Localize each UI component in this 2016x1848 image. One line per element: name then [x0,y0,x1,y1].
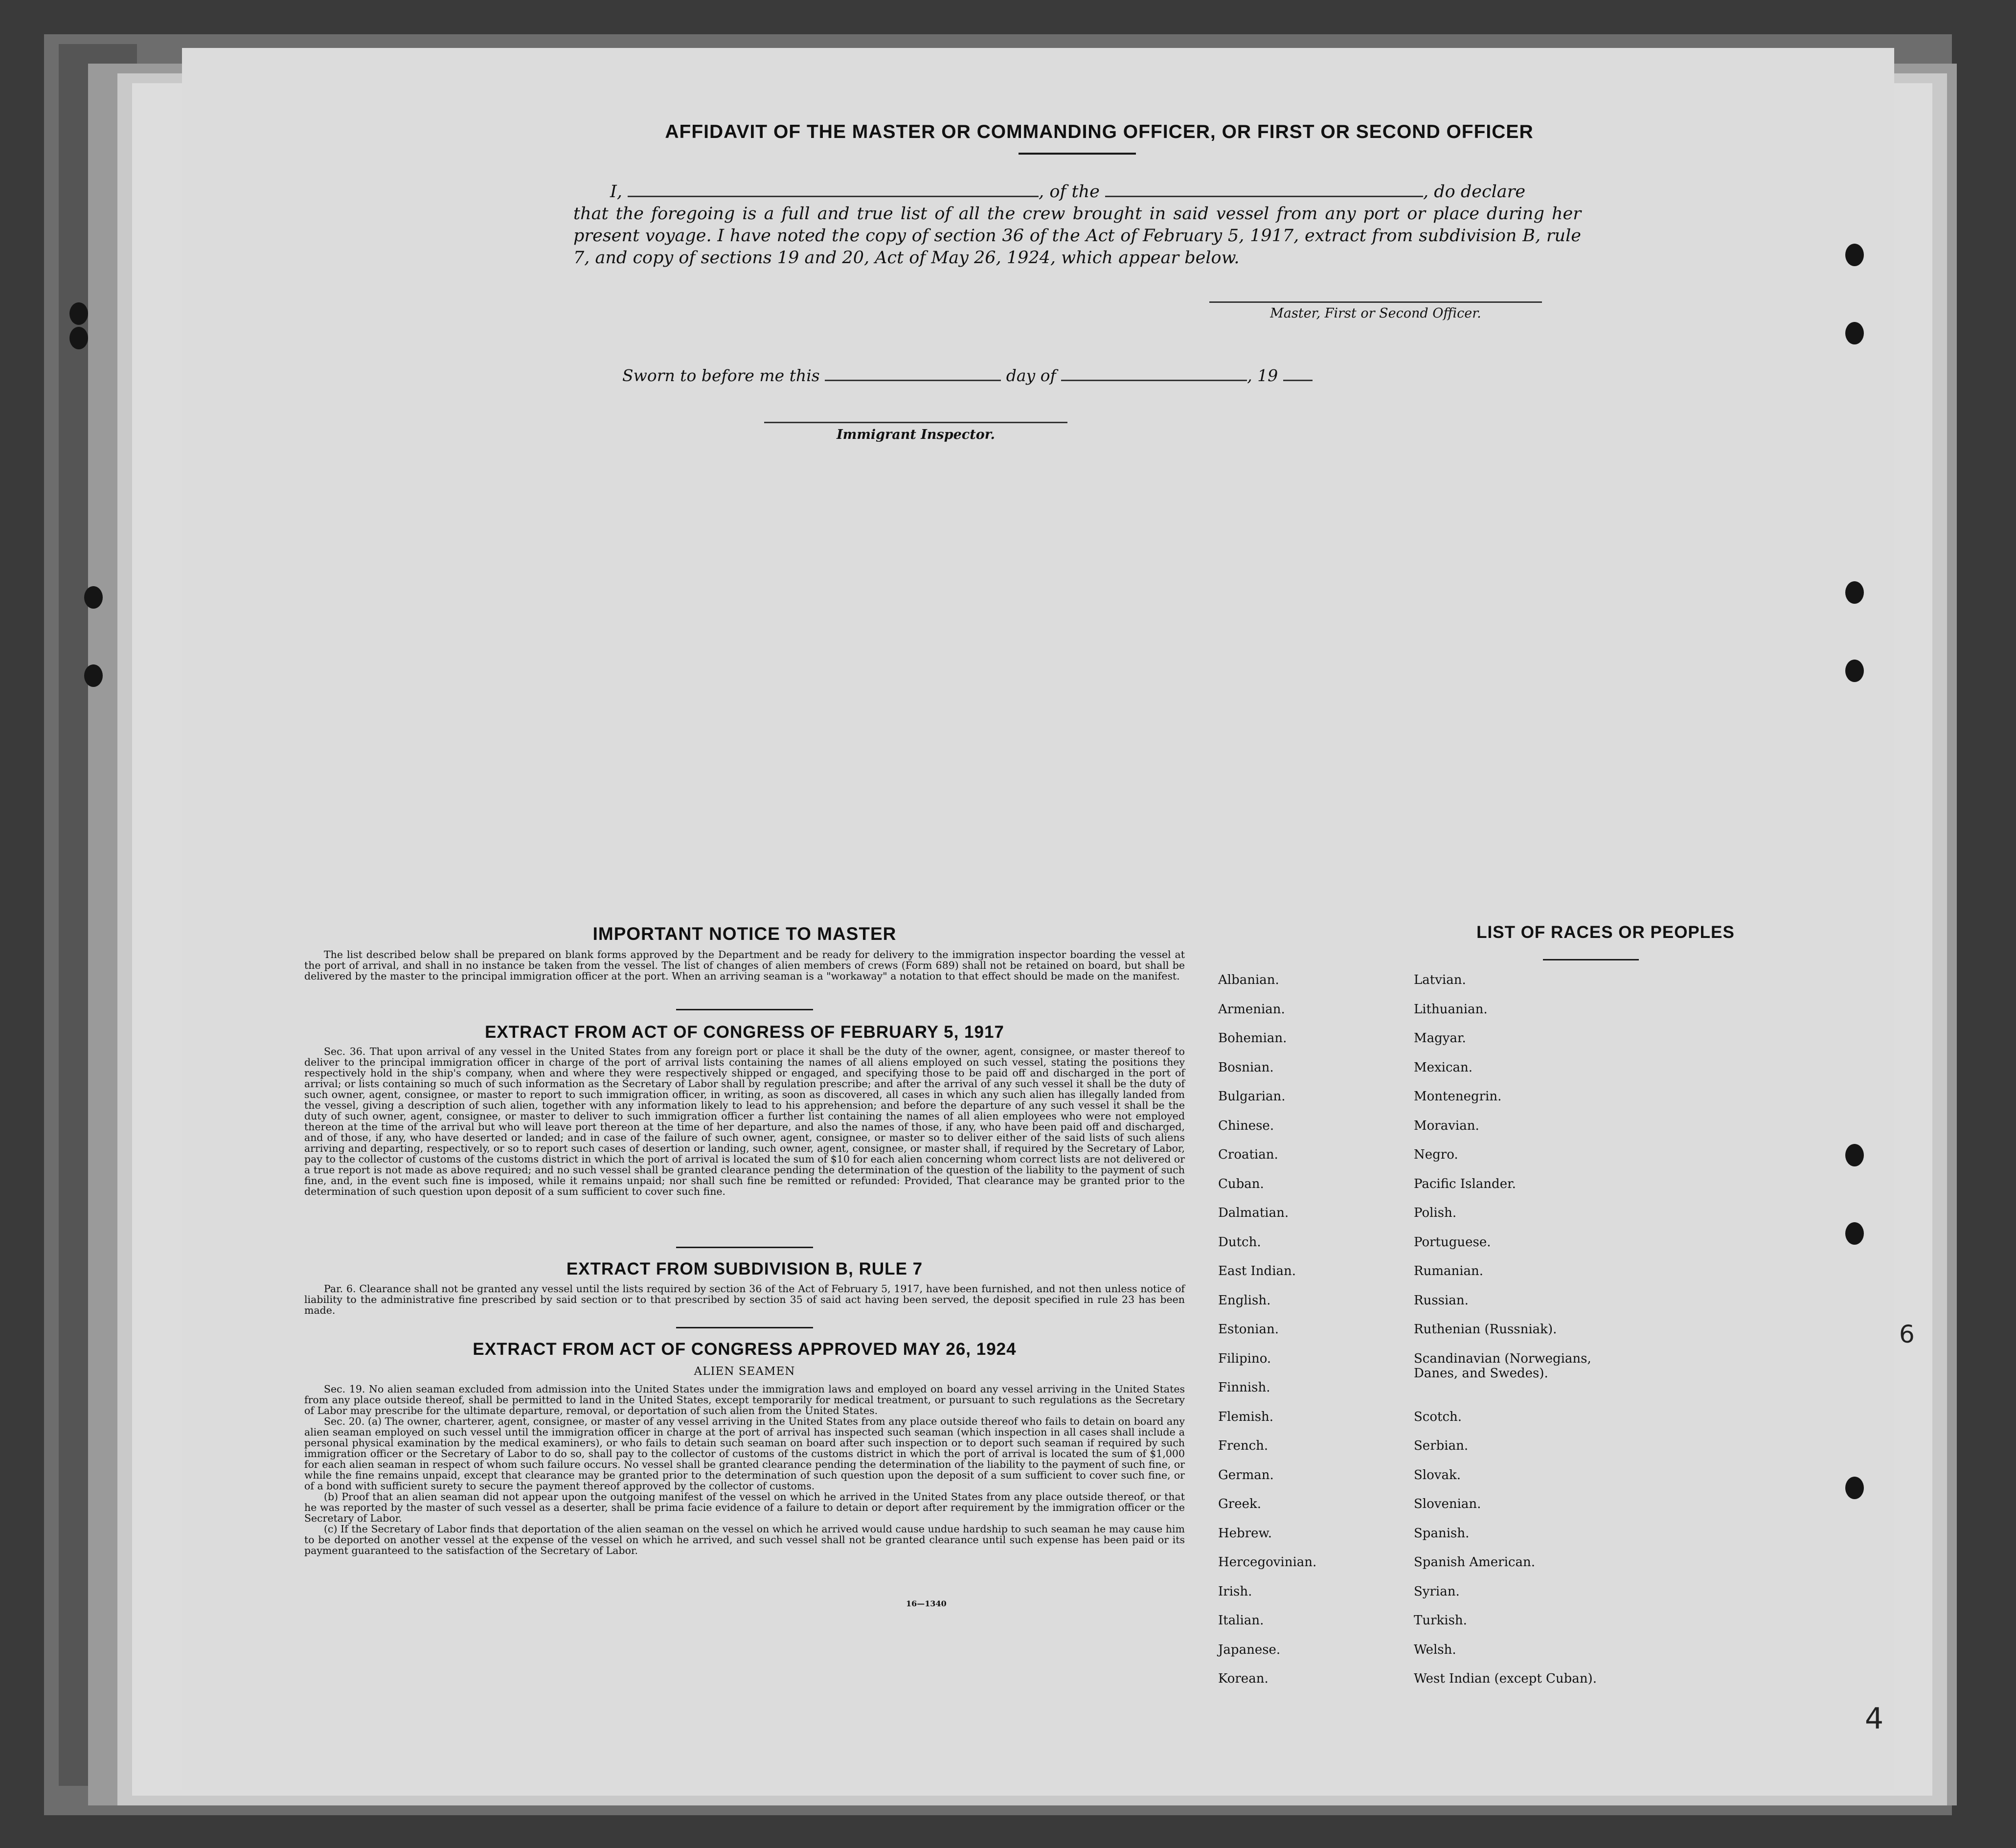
punch-hole [1845,1477,1864,1499]
race-entry: Polish. [1414,1206,1457,1220]
race-entry: West Indian (except Cuban). [1414,1671,1597,1686]
race-entry: Mexican. [1414,1060,1473,1075]
race-entry: East Indian. [1218,1264,1296,1278]
punch-hole [69,327,88,349]
race-entry: Irish. [1218,1584,1252,1599]
race-entry: German. [1218,1467,1274,1483]
race-entry: Armenian. [1218,1002,1285,1017]
section-20c-paragraph: (c) If the Secretary of Labor finds that deportation of the alien seaman on the vessel on which he arrived would cause undue hardship to such seaman he may cause him to be deported on another vessel at the expense of the vessel on which he arrived, and such vessel shall not be granted clearance until such expense has been paid or its payment guaranteed to the satisfaction of the Secretary of Labor. [304,1523,1185,1556]
race-entry: Spanish American. [1414,1555,1536,1570]
race-entry: Japanese. [1218,1642,1281,1657]
sworn-prefix: Sworn to before me this [622,366,820,385]
i-label: I, [610,182,622,202]
race-entry: Cuban. [1218,1176,1264,1191]
section-20b-paragraph: (b) Proof that an alien seaman did not appear upon the outgoing manifest of the vessel on which he arrived in the United States from any place outside thereof, or that he was reported by the master of such vessel as a deserter, shall be prima facie evidence of a failure to detain or deport after requirement by the immigration officer or the Secretary of Labor. [304,1491,1185,1524]
affidavit-line-1 [573,181,1581,203]
races-rule [1543,959,1639,960]
race-entry: Chinese. [1218,1118,1274,1133]
race-entry: Bohemian. [1218,1031,1287,1046]
sworn-line [622,366,1313,385]
punch-hole [1845,581,1864,604]
race-entry: Magyar. [1414,1031,1466,1046]
race-entry: Scotch. [1414,1409,1462,1424]
subdivision-b-title: EXTRACT FROM SUBDIVISION B, RULE 7 [566,1259,923,1278]
punch-hole [84,586,103,609]
race-entry: Hercegovinian. [1218,1555,1317,1570]
race-entry: Negro. [1414,1147,1458,1162]
section-36-paragraph: Sec. 36. That upon arrival of any vessel in the United States from any foreign port or place it shall be the duty of the owner, agent, consignee, or master thereof to deliver to the principal immigration officer in charge of the port of arrival lists containing the names of all aliens employed on such vessel, stating the positions they respectively hold in the ship's company, when and where they were respectively shipped or engaged, and specifying those to be paid off and discharged in the port of arrival; or lists containing so much of such information as the Secretary of Labor shall by regulation prescribe; and after the arrival of any such vessel it shall be the duty of such owner, agent, consignee, or master to report to such immigration officer, in writing, as soon as discovered, all cases in which any such alien has illegally landed from the vessel, giving a description of such alien, together with any information likely to lead to his apprehension; and before the departure of any such vessel it shall be the duty of such owner, agent, consignee, or master to deliver to such immigration officer a further list containing the names of all alien employees who were not employed thereon at the time of the arrival but who will leave port thereon at the time of her departure, and also the names of those, if any, who have been paid off and discharged, and of those, if any, who have deserted or landed; and in case of the failure of such owner, agent, consignee, or master so to deliver either of the said lists of such aliens arriving and departing, respectively, or so to report such cases of desertion or landing, such owner, agent, consignee, or master shall, if required by the Secretary of Labor, pay to the collector of customs of the customs district in which the port of arrival is located the sum of $10 for each alien concerning whom correct lists are not delivered or a true report is not made as above required; and no such vessel shall be granted clearance pending the determination of the question of the liability to the payment of such fine, and, in the event such fine is imposed, while it remains unpaid; nor shall such fine be remitted or refunded: Provided, That clearance may be granted prior to the determination of such question upon deposit of a sum sufficient to cover such fine. [304,1046,1185,1197]
race-entry: Slovenian. [1414,1497,1481,1511]
race-entry: Slovak. [1414,1467,1461,1483]
race-entry: Filipino. [1218,1351,1271,1366]
race-entry: Croatian. [1218,1147,1278,1162]
race-entry: Flemish. [1218,1409,1274,1424]
document-page [182,48,1915,1790]
extract-1917-title: EXTRACT FROM ACT OF CONGRESS OF FEBRUARY 5, 1917 [485,1023,1004,1042]
section-20a-paragraph: Sec. 20. (a) The owner, charterer, agent, consignee, or master of any vessel arriving in the United States from any place outside thereof who fails to detain on board any alien seaman employed on such vessel until the immigration officer in charge at the port of arrival has inspected such seaman (which inspection in all cases shall include a personal physical examination by the medical examiners), or who fails to detain such seaman on board after such inspection or to deport such seaman if required by such immigration officer or the Secretary of Labor to do so, shall pay to the collector of customs of the customs district in which the port of arrival is located the sum of $1,000 for each alien seaman in respect of whom such failure occurs. No vessel shall be granted clearance pending the determination of the liability to the payment of such fine, or while the fine remains unpaid, except that clearance may be granted prior to the determination of such question upon the deposit of a sum sufficient to cover such fine, or of a bond with sufficient surety to secure the payment thereof approved by the collector of customs. [304,1415,1185,1492]
handwritten-margin-mark: 6 [1899,1320,1915,1348]
inspector-signature-line: Immigrant Inspector. [764,422,1067,442]
section-rule [676,1009,813,1010]
of-the-label: , of the [1039,182,1100,202]
extract-1924-title: EXTRACT FROM ACT OF CONGRESS APPROVED MAY 26, 1924 [473,1340,1017,1359]
race-entry: Bulgarian. [1218,1089,1286,1104]
day-of-label: day of [1006,366,1056,385]
race-entry: Bosnian. [1218,1060,1274,1075]
do-declare-label: , do declare [1423,182,1526,202]
year-prefix: , 19 [1247,366,1278,385]
race-entry: Estonian. [1218,1322,1279,1337]
paragraph-6: Par. 6. Clearance shall not be granted any vessel until the lists required by section 36 of the Act of February 5, 1917, have been furnished, and not then unless notice of liability to the administrative fine prescribed by said section or to that prescribed by section 35 of said act having been served, the deposit specified in rule 23 has been made. [304,1283,1185,1316]
sworn-year-blank[interactable] [1283,368,1313,381]
affidavit-declaration [573,181,1581,269]
races-column-1 [1218,973,1404,1701]
race-entry: Scandinavian (Norwegians, Danes, and Swedes). [1414,1351,1591,1381]
race-entry: Latvian. [1414,973,1466,987]
punch-hole [69,302,88,325]
race-entry: Pacific Islander. [1414,1176,1516,1191]
race-entry: Syrian. [1414,1584,1460,1599]
race-entry: French. [1218,1438,1268,1453]
subdivision-b-text [304,1283,1185,1316]
race-entry: Finnish. [1218,1380,1270,1395]
affidavit-title: AFFIDAVIT OF THE MASTER OR COMMANDING OFFICER, OR FIRST OR SECOND OFFICER [665,121,1534,142]
race-entry: Rumanian. [1414,1264,1484,1278]
race-entry: Russian. [1414,1293,1469,1308]
race-entry: Welsh. [1414,1642,1456,1657]
race-entry: English. [1218,1293,1271,1308]
race-entry: Portuguese. [1414,1234,1491,1250]
punch-hole [1845,322,1864,344]
races-column-2 [1414,973,1619,1701]
sworn-month-blank[interactable] [1061,368,1247,381]
race-entry: Greek. [1218,1497,1261,1511]
section-19-paragraph: Sec. 19. No alien seaman excluded from admission into the United States under the immigration laws and employed on board any vessel arriving in the United States from any place outside thereof, shall be permitted to land in the United States, except temporarily for medical treatment, or pursuant to such regulations as the Secretary of Labor may prescribe for the ultimate departure, removal, or deportation of such alien from the United States. [304,1383,1185,1416]
race-entry: Serbian. [1414,1438,1469,1453]
race-entry: Dutch. [1218,1234,1261,1250]
punch-hole [1845,660,1864,682]
sworn-day-blank[interactable] [825,368,1001,381]
race-entry: Spanish. [1414,1526,1470,1541]
punch-hole [84,664,103,687]
race-entry: Turkish. [1414,1613,1467,1628]
race-entry: Ruthenian (Russniak). [1414,1322,1557,1337]
vessel-blank[interactable] [1105,183,1423,197]
races-title: LIST OF RACES OR PEOPLES [1476,923,1735,942]
race-entry: Korean. [1218,1671,1268,1686]
section-rule [676,1327,813,1328]
section-rule [676,1247,813,1248]
race-entry: Moravian. [1414,1118,1479,1133]
master-signature-line: Master, First or Second Officer. [1209,301,1542,321]
title-rule [1019,153,1136,155]
extract-1917-text [304,1046,1185,1197]
alien-seamen-subtitle: ALIEN SEAMEN [694,1365,795,1378]
form-number: 16—1340 [906,1599,947,1608]
race-entry: Montenegrin. [1414,1089,1502,1104]
affidavit-body: that the foregoing is a full and true list of all the crew brought in said vessel from any port or place during her present voyage. I have noted the copy of section 36 of the Act of February 5, 1917, extract from subdivision B, rule 7, and copy of sections 19 and 20, Act of May 26, 1924, which appear below. [573,204,1581,268]
extract-1924-text [304,1384,1185,1556]
name-blank[interactable] [628,183,1039,197]
notice-paragraph: The list described below shall be prepared on blank forms approved by the Department and be ready for delivery to the immigration inspector boarding the vessel at the port of arrival, and shall in no instance be taken from the vessel. The list of changes of alien members of crews (Form 689) shall not be retained on board, but shall be delivered by the master to the principal immigration officer at the port. When an arriving seaman is a "workaway" a notation to that effect should be made on the manifest. [304,949,1185,982]
punch-hole [1845,1144,1864,1166]
punch-hole [1845,244,1864,266]
notice-title: IMPORTANT NOTICE TO MASTER [592,924,897,944]
race-entry: Italian. [1218,1613,1264,1628]
punch-hole [1845,1222,1864,1245]
race-entry: Lithuanian. [1414,1002,1488,1017]
notice-text [304,949,1185,981]
handwritten-page-number: 4 [1865,1702,1884,1736]
race-entry: Dalmatian. [1218,1206,1289,1220]
race-entry: Hebrew. [1218,1526,1272,1541]
race-entry: Albanian. [1218,973,1279,987]
